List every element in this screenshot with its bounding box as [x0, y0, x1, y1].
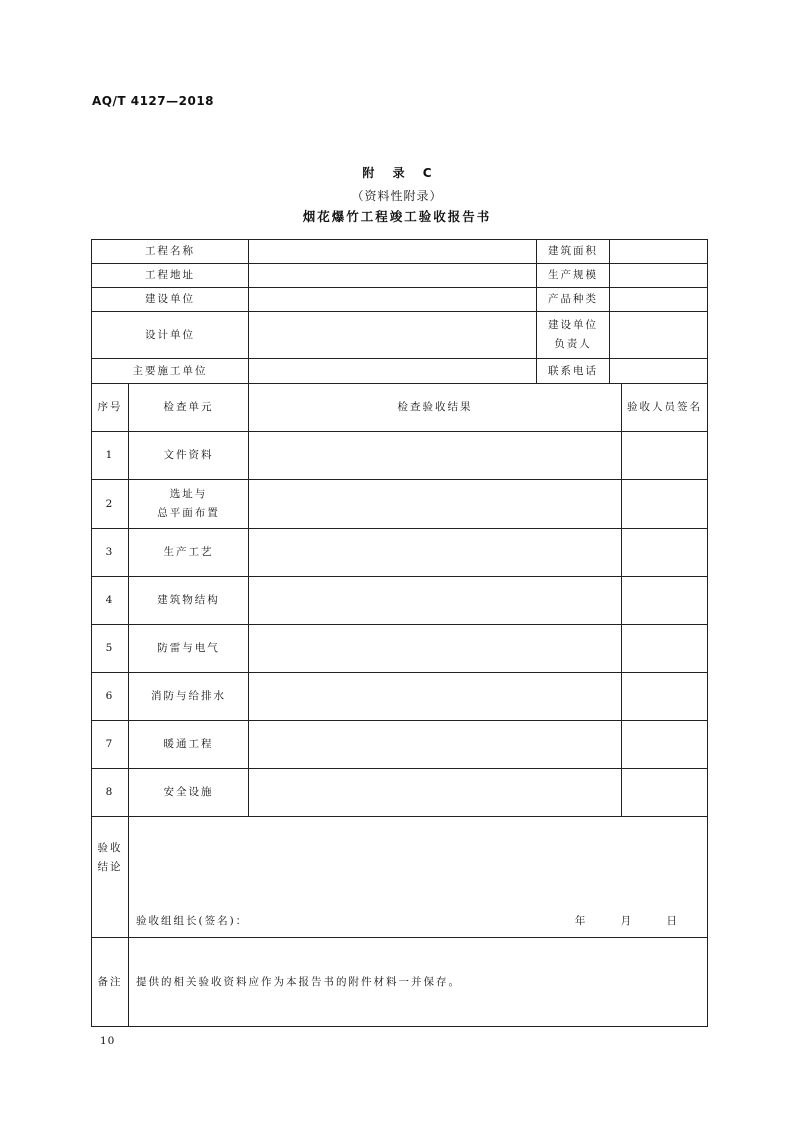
- info-row: [92, 264, 708, 288]
- info-right-value-field[interactable]: [610, 312, 708, 359]
- check-seq: 1: [92, 432, 129, 480]
- check-row: [92, 769, 708, 817]
- info-right-label: 生产规模: [537, 264, 610, 288]
- check-row: [92, 432, 708, 480]
- result-header: 检查验收结果: [249, 384, 622, 432]
- check-signature-field[interactable]: [622, 480, 708, 529]
- check-unit: [129, 480, 249, 529]
- info-label: 主要施工单位: [92, 359, 249, 384]
- check-signature-field[interactable]: [622, 625, 708, 673]
- check-row: [92, 529, 708, 577]
- info-row: [92, 288, 708, 312]
- signature-line: [129, 912, 707, 937]
- check-result-field[interactable]: [249, 673, 622, 721]
- check-row: [92, 625, 708, 673]
- date-parts: [551, 912, 679, 931]
- info-right-label: 联系电话: [537, 359, 610, 384]
- check-seq: 2: [92, 480, 129, 529]
- info-right-value-field[interactable]: [610, 240, 708, 264]
- info-row: [92, 312, 708, 359]
- info-right-label: [537, 312, 610, 359]
- conclusion-field[interactable]: [129, 817, 708, 938]
- info-right-value-field[interactable]: [610, 359, 708, 384]
- check-unit: 文件资料: [129, 432, 249, 480]
- check-seq: 4: [92, 577, 129, 625]
- check-result-field[interactable]: [249, 480, 622, 529]
- leader-signature-label: 验收组组长(签名)：: [136, 915, 249, 927]
- remarks-label: 备注: [92, 938, 129, 1027]
- check-signature-field[interactable]: [622, 432, 708, 480]
- info-value-field[interactable]: [249, 312, 537, 359]
- check-result-field[interactable]: [249, 721, 622, 769]
- seq-header: 序号: [92, 384, 129, 432]
- info-value-field[interactable]: [249, 240, 537, 264]
- info-value-field[interactable]: [249, 359, 537, 384]
- day-label: 日: [666, 915, 679, 927]
- check-result-field[interactable]: [249, 432, 622, 480]
- check-result-field[interactable]: [249, 625, 622, 673]
- check-header-row: [92, 384, 708, 432]
- check-unit: 生产工艺: [129, 529, 249, 577]
- appendix-label: 附 录 C: [362, 166, 432, 180]
- check-row: [92, 721, 708, 769]
- unit-header: 检查单元: [129, 384, 249, 432]
- check-signature-field[interactable]: [622, 769, 708, 817]
- info-right-label-line2: 负责人: [554, 338, 592, 350]
- info-row: [92, 359, 708, 384]
- check-unit: 安全设施: [129, 769, 249, 817]
- standard-code: AQ/T 4127—2018: [92, 94, 215, 108]
- check-seq: 6: [92, 673, 129, 721]
- check-signature-field[interactable]: [622, 721, 708, 769]
- info-label: 工程地址: [92, 264, 249, 288]
- conclusion-row: [92, 817, 708, 938]
- info-value-field[interactable]: [249, 288, 537, 312]
- check-seq: 3: [92, 529, 129, 577]
- info-right-value-field[interactable]: [610, 288, 708, 312]
- info-label: 建设单位: [92, 288, 249, 312]
- remarks-row: [92, 938, 708, 1027]
- check-result-field[interactable]: [249, 577, 622, 625]
- remarks-text: 提供的相关验收资料应作为本报告书的附件材料一并保存。: [129, 938, 708, 1027]
- appendix-title: 烟花爆竹工程竣工验收报告书: [302, 209, 492, 224]
- check-unit: 消防与给排水: [129, 673, 249, 721]
- check-result-field[interactable]: [249, 769, 622, 817]
- info-right-label: 建筑面积: [537, 240, 610, 264]
- info-right-label-line1: 建设单位: [548, 319, 598, 331]
- info-label: 设计单位: [92, 312, 249, 359]
- check-row: [92, 577, 708, 625]
- check-row: [92, 480, 708, 529]
- year-label: 年: [574, 915, 588, 927]
- check-unit: 建筑物结构: [129, 577, 249, 625]
- check-seq: 5: [92, 625, 129, 673]
- info-right-label: 产品种类: [537, 288, 610, 312]
- appendix-type: （资料性附录）: [351, 189, 443, 203]
- conclusion-label: [92, 817, 129, 938]
- check-unit-line2: 总平面布置: [157, 507, 220, 519]
- check-row: [92, 673, 708, 721]
- check-result-field[interactable]: [249, 529, 622, 577]
- check-signature-field[interactable]: [622, 673, 708, 721]
- check-seq: 7: [92, 721, 129, 769]
- acceptance-report-table: [91, 239, 708, 1027]
- info-value-field[interactable]: [249, 264, 537, 288]
- signature-header: 验收人员签名: [622, 384, 708, 432]
- month-label: 月: [620, 915, 634, 927]
- info-right-value-field[interactable]: [610, 264, 708, 288]
- conclusion-label-line1: 验收: [97, 842, 123, 854]
- check-signature-field[interactable]: [622, 577, 708, 625]
- check-signature-field[interactable]: [622, 529, 708, 577]
- check-unit: 防雷与电气: [129, 625, 249, 673]
- check-unit-line1: 选址与: [169, 488, 208, 500]
- conclusion-label-line2: 结论: [97, 861, 123, 873]
- info-row: [92, 240, 708, 264]
- page-number: 10: [100, 1035, 116, 1047]
- info-label: 工程名称: [92, 240, 249, 264]
- check-unit: 暖通工程: [129, 721, 249, 769]
- check-seq: 8: [92, 769, 129, 817]
